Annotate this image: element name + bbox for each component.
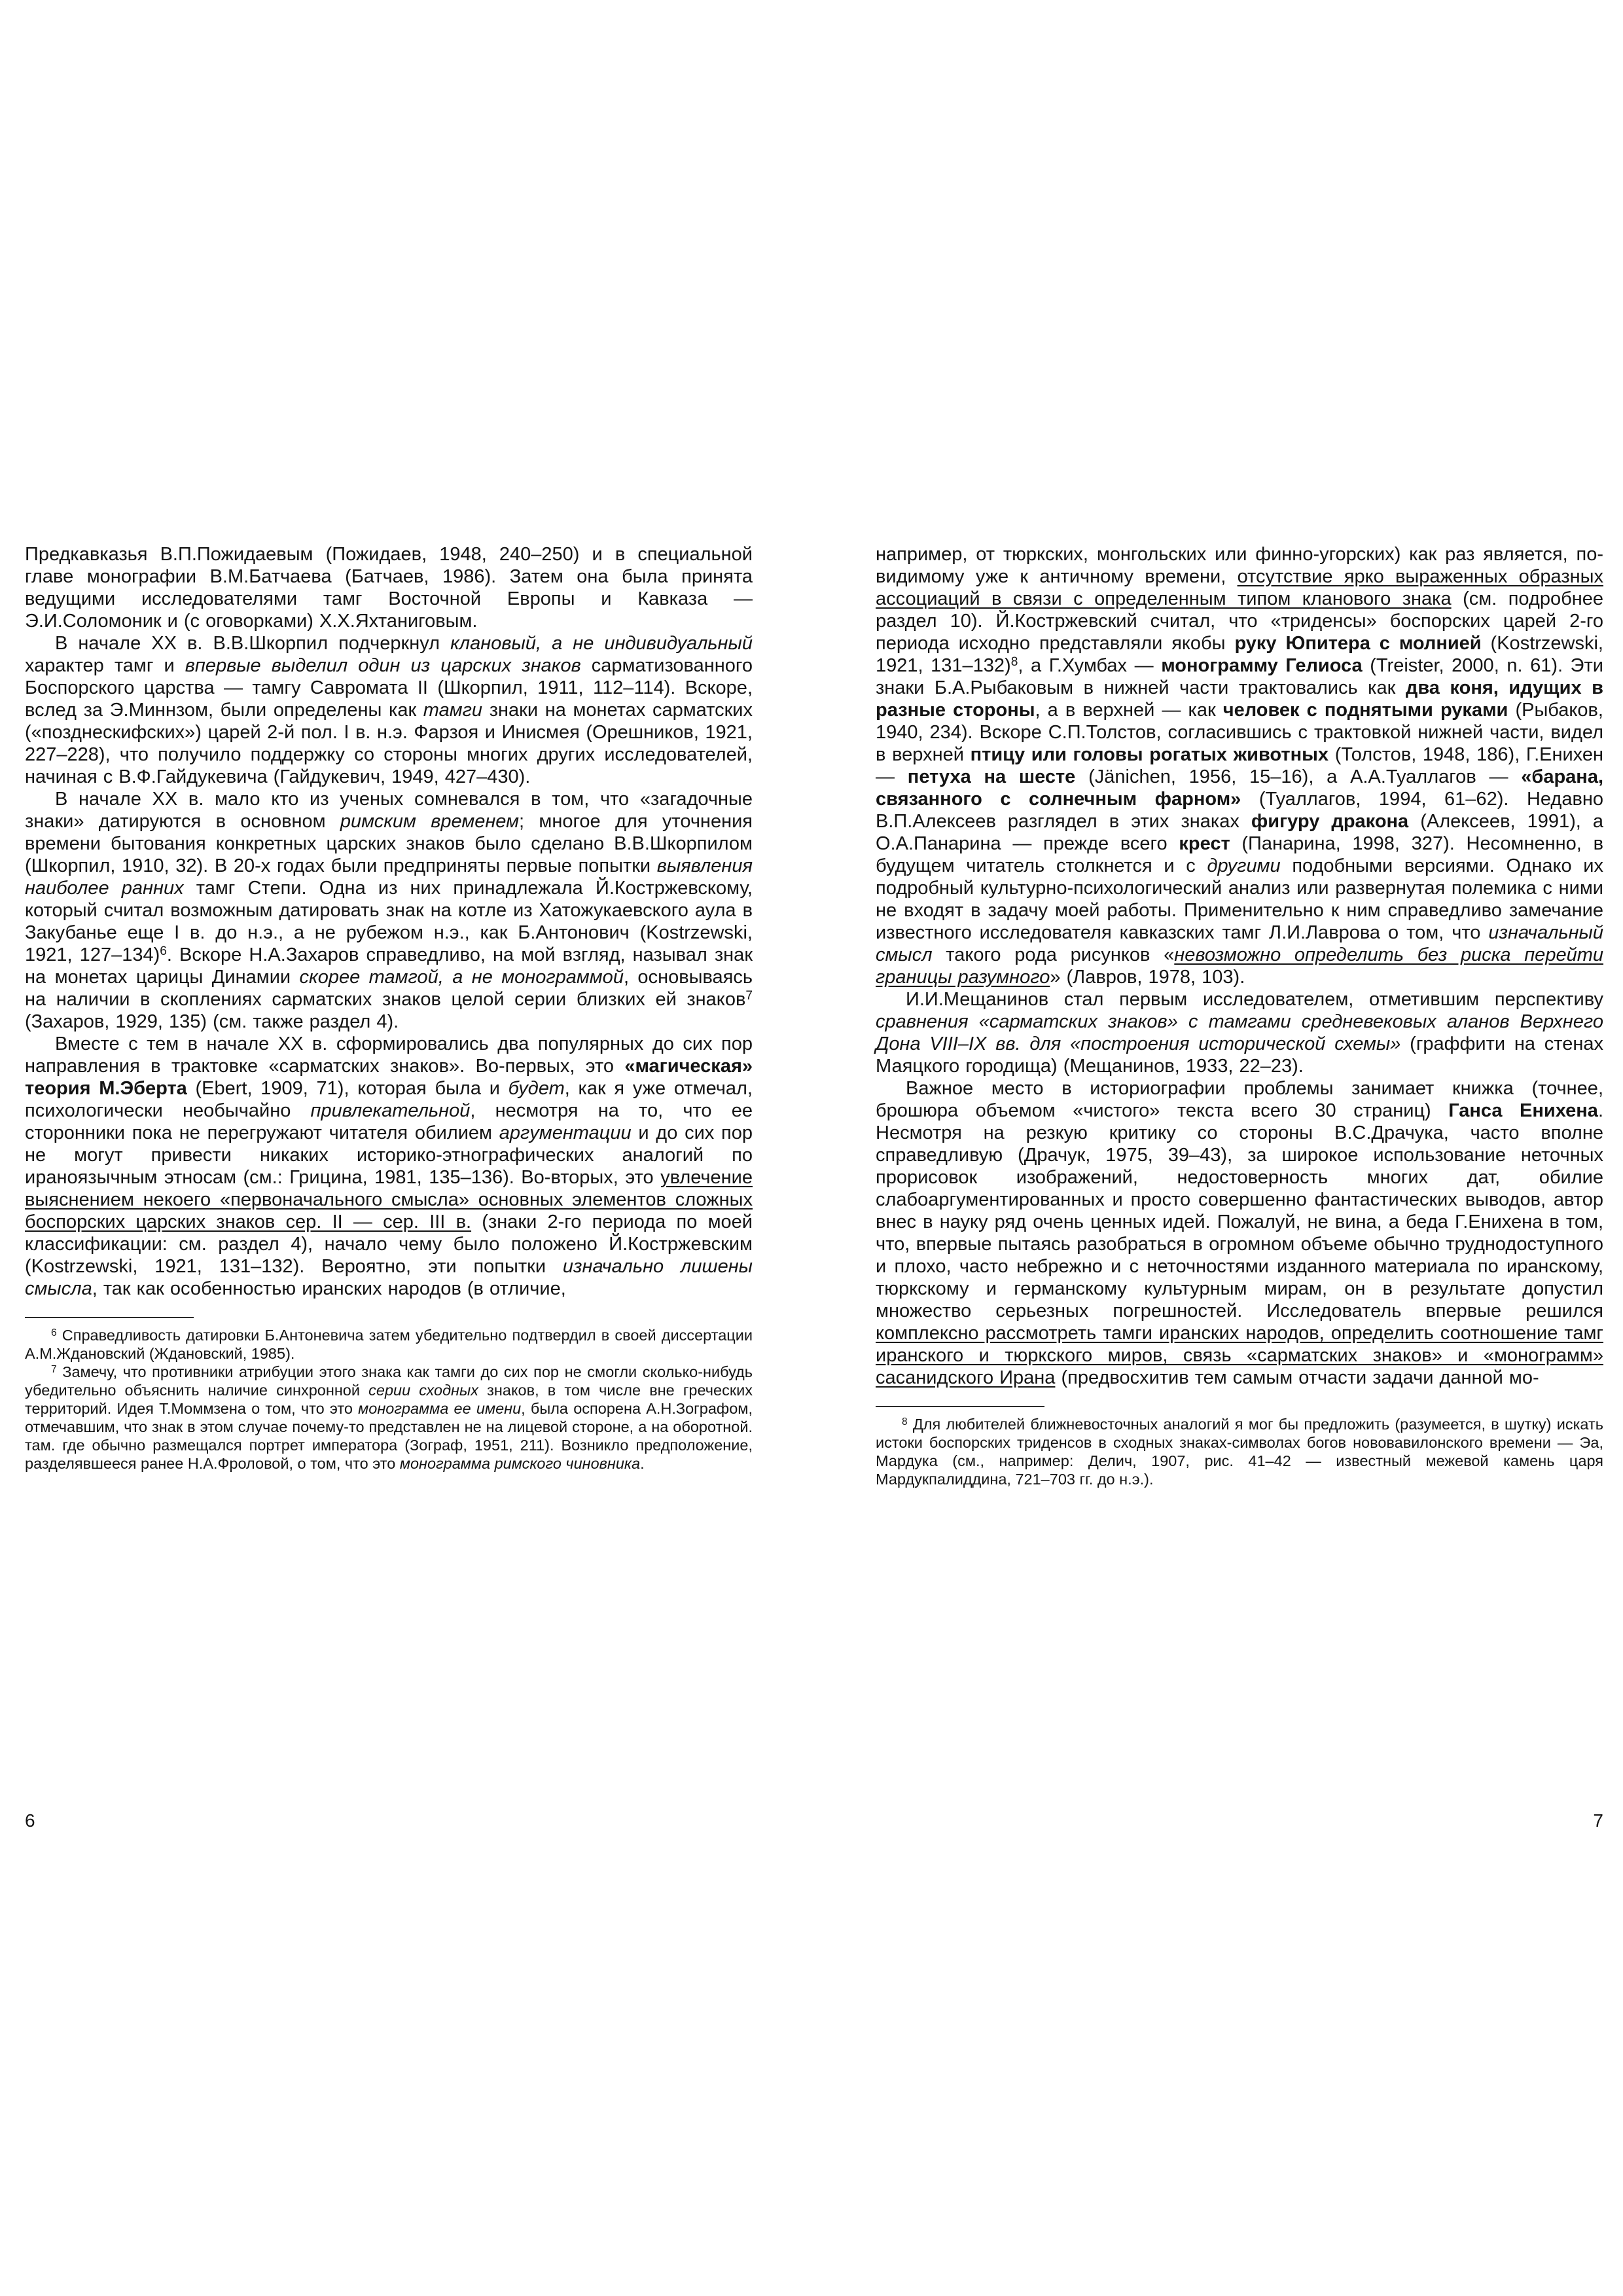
text-segment: тамг Степи. Одна из них принадлежала Й.Костржевскому, который считал возможным датировать знак на котле из Хатожукаевского аула в Закубанье еще I в. до н.э., а не рубежом н.э., как Б.Антонович (Kostrzewski, 1921, 127–134)	[25, 878, 753, 965]
page-number-left: 6	[25, 1810, 35, 1831]
text-segment: Предкавказья В.П.Пожидаевым (Пожидаев, 1948, 240–250) и в специальной главе монографии В.М.Батчаева (Батчаев, 1986). Затем она была принята ведущими исследователями тамг Восточной Европы и Кавказа — Э.И.Соломоник и (с оговорками) Х.Х.Яхтаниговым.	[25, 544, 753, 632]
text-segment: характер тамг и	[25, 655, 185, 676]
text-segment: клановый, а не индивидуальный	[450, 633, 753, 654]
text-segment: монограмму Гелиоса	[1161, 655, 1363, 676]
text-segment: . Вскоре Н.А.Захаров справедливо, на мой взгляд, называл знак на монетах царицы Динамии	[25, 944, 753, 988]
text-segment: отсутствие ярко выраженных образных ассоциаций в связи с определенным типом кланового знака	[876, 566, 1603, 609]
footnote-6	[25, 1326, 753, 1363]
text-segment: 7	[745, 989, 753, 1003]
text-segment: Важное место в историографии проблемы занимает книжка (точнее, брошюра объемом «чистого» текста всего 30 страниц)	[876, 1078, 1603, 1121]
paragraph	[876, 988, 1603, 1077]
text-segment: В начале XX в. В.В.Шкорпил подчеркнул	[55, 633, 451, 654]
text-segment: монограмма ее имени	[358, 1400, 522, 1417]
text-segment: крест	[1179, 833, 1230, 854]
text-segment: фигуру дракона	[1251, 811, 1409, 832]
text-segment: , а Г.Хумбах —	[1018, 655, 1162, 676]
text-segment: (см. подробнее раздел 10). Й.Костржевский считал, что «триденсы» боспорских царей 2-го периода исходно представляли якобы	[876, 588, 1603, 654]
text-segment: И.И.Мещанинов стал первым исследователем, отметившим перспективу	[906, 989, 1603, 1010]
text-segment: увлечение выяснением некоего «первоначального смысла» основных элементов сложных боспорских царских знаков сер. II — сер. III в.	[25, 1167, 753, 1232]
right-page-footnotes	[876, 1406, 1603, 1488]
left-page	[25, 543, 753, 1831]
text-segment: комплексно рассмотреть тамги иранских народов, определить соотношение тамг иранского и тюркского миров, связь «сарматских знаков» и «монограмм» сасанидского Ирана	[876, 1323, 1603, 1388]
text-segment: В начале XX в. мало кто из ученых сомневался в том, что «загадочные знаки» датируются в основном	[25, 789, 753, 832]
text-segment: (Ebert, 1909, 71), которая была и	[187, 1078, 508, 1099]
text-segment: (Толстов, 1948, 186), Г.Енихен —	[876, 744, 1604, 787]
text-segment: Ганса Енихена	[1448, 1100, 1598, 1121]
paragraph-continued	[876, 543, 1603, 988]
text-segment: и до сих пор не могут привести никаких историко-этнографических аналогий по ираноязычным этносам (см.: Грицина, 1981, 135–136). Во-вторых, это	[25, 1122, 753, 1188]
text-segment: невозможно определить без риска перейти границы разумного	[876, 944, 1603, 988]
text-segment: (знаки 2-го периода по моей классификации: см. раздел 4), начало чему было положено Й.Костржевским (Kostrzewski, 1921, 131–132). Вероятно, эти попытки	[25, 1211, 753, 1277]
text-segment: монограмма римского чиновника	[399, 1455, 641, 1472]
text-segment: человек с поднятыми руками	[1222, 700, 1508, 721]
text-segment: » (Лавров, 1978, 103).	[1050, 967, 1245, 988]
text-segment: Для любителей ближневосточных аналогий я мог бы предложить (разумеется, в шутку) искать истоки боспорских триденсов в сходных знаках-символах богов нововавилонского времени — Эа, Мардука (см., например: Делич, 1907, рис. 41–42 — известный межевой камень царя Мардукпалиддина, 721–703 гг. до н.э.).	[876, 1416, 1603, 1488]
text-segment: «барана, связанного с солнечным фарном»	[876, 766, 1604, 810]
text-segment: птицу или головы рогатых животных	[970, 744, 1329, 765]
text-segment: 6	[51, 1327, 57, 1339]
footnote-7	[25, 1363, 753, 1473]
text-segment: (граффити на стенах Маяцкого городища) (Мещанинов, 1933, 22–23).	[876, 1033, 1603, 1077]
text-segment: петуха на шесте	[907, 766, 1076, 787]
text-segment: (Jänichen, 1956, 15–16), а А.А.Туаллагов —	[1075, 766, 1522, 787]
text-segment: , а в верхней — как	[1035, 700, 1223, 721]
text-segment: 7	[51, 1364, 57, 1376]
text-segment: (Treister, 2000, n. 61). Эти знаки Б.А.Рыбаковым в нижней части трактовались как	[876, 655, 1603, 698]
text-segment: (Туаллагов, 1994, 61–62). Недавно В.П.Алексеев разглядел в этих знаках	[876, 789, 1603, 832]
text-segment: впервые выделил один из царских знаков	[185, 655, 581, 676]
text-segment: сравнения «сарматских знаков» с тамгами средневековых аланов Верхнего Дона VIII–IX вв. для «построения исторической схемы»	[876, 1011, 1603, 1054]
right-page-body	[876, 543, 1603, 1389]
text-segment: привлекательной	[310, 1100, 471, 1121]
text-segment: . Несмотря на резкую критику со стороны В.С.Драчука, часто вполне справедливую (Драчук, 1975, 39–43), за широкое использование неточных прорисовок изображений, недостоверность многих дат, обилие слабоаргументированных и просто совершенно фантастических выводов, автор внес в науку ряд очень ценных идей. Пожалуй, не вина, а беда Г.Енихена в том, что, впервые пытаясь разобраться в огромном объеме обычно труднодоступного и плохо, часто небрежно и с неточностями изданного материала по иранскому, тюркскому и германскому культурным мирам, он в результате допустил множество серьезных погрешностей. Исследователь впервые решился	[876, 1100, 1603, 1321]
text-segment: 8	[902, 1416, 908, 1428]
text-segment: сарматизованного Боспорского царства — тамгу Савромата II (Шкорпил, 1911, 112–114). Вскоре, вслед за Э.Миннзом, были определены как	[25, 655, 753, 721]
text-segment: выявления наиболее ранних	[25, 855, 753, 899]
text-segment: , основываясь на наличии в скоплениях сарматских знаков целой серии близких ей знаков	[25, 967, 753, 1010]
text-segment: (Kostrzewski, 1921, 131–132)	[876, 633, 1603, 676]
text-segment: знаков, в том числе вне греческих территорий. Идея Т.Моммзена о том, что это	[25, 1382, 753, 1417]
text-segment: .	[640, 1455, 645, 1472]
text-segment: Замечу, что противники атрибуции этого знака как тамги до сих пор не смогли сколько-нибудь убедительно объяснить наличие синхронной	[25, 1363, 753, 1399]
left-page-footnotes	[25, 1317, 753, 1473]
text-segment: подобными версиями. Однако их подробный культурно-психологический анализ или развернутая полемика с ними не входят в задачу моей работы. Применительно к ним справедливо замечание известного исследователя кавказских тамг Л.И.Лаврова о том, что	[876, 855, 1603, 943]
text-segment: два коня, идущих в разные стороны	[876, 677, 1603, 721]
text-segment: аргументации	[499, 1122, 632, 1143]
text-segment: серии сходных	[368, 1382, 479, 1399]
paragraph	[876, 1077, 1603, 1389]
footnote-8	[876, 1415, 1603, 1488]
text-segment: «магическая» теория М.Эберта	[25, 1056, 753, 1099]
text-segment: Вместе с тем в начале XX в. сформировались два популярных до сих пор направления в трактовке «сарматских знаков». Во-первых, это	[25, 1033, 753, 1077]
text-segment: римским временем	[340, 811, 519, 832]
text-segment: (Панарина, 1998, 327). Несомненно, в будущем читатель столкнется и с	[876, 833, 1603, 876]
footnote-divider	[25, 1317, 194, 1318]
left-page-body	[25, 543, 753, 1300]
text-segment: , так как особенностью иранских народов (в отличие,	[92, 1278, 566, 1299]
text-segment: (Захаров, 1929, 135) (см. также раздел 4).	[25, 1011, 399, 1032]
text-segment: 8	[1010, 655, 1018, 670]
text-segment: скорее тамгой, а не монограммой	[299, 967, 624, 988]
footnote-divider	[876, 1406, 1044, 1407]
text-segment: такого рода рисунков «	[932, 944, 1175, 965]
text-segment: , несмотря на то, что ее сторонники пока не перегружают читателя обилием	[25, 1100, 753, 1143]
text-segment: , была оспорена А.Н.Зографом, отмечавшим, что знак в этом случае почему-то представлен не на лицевой стороне, а на оборотной. там. где обычно размещался портрет императора (Зограф, 1951, 211). Возникло предположение, разделявшееся ранее Н.А.Фроловой, о том, что это	[25, 1400, 753, 1472]
text-segment: Справедливость датировки Б.Антоневича затем убедительно подтвердил в своей диссертации А.М.Ждановский (Ждановский, 1985).	[25, 1327, 753, 1362]
text-segment: (Алексеев, 1991), а О.А.Панарина — прежде всего	[876, 811, 1603, 854]
text-segment: (предвосхитив тем самым отчасти задачи данной мо-	[1055, 1367, 1539, 1388]
text-segment: тамги	[423, 700, 483, 721]
page-number-right: 7	[1593, 1810, 1603, 1831]
text-segment: изначальный смысл	[876, 922, 1603, 965]
text-segment: другими	[1207, 855, 1281, 876]
text-segment: будет	[508, 1078, 565, 1099]
text-segment: ; многое для уточнения времени бытования конкретных царских знаков было сделано В.В.Шкорпилом (Шкорпил, 1910, 32). В 20-х годах были предприняты первые попытки	[25, 811, 753, 876]
paragraph	[25, 632, 753, 788]
text-segment: изначально лишены смысла	[25, 1256, 753, 1299]
text-segment: руку Юпитера с молнией	[1234, 633, 1482, 654]
paragraph-continued	[25, 543, 753, 632]
right-page	[876, 543, 1603, 1831]
text-segment: например, от тюркских, монгольских или финно-угорских) как раз является, по-видимому уже к античному времени,	[876, 544, 1603, 587]
text-segment: знаки на монетах сарматских («позднескифских») царей 2-й пол. I в. н.э. Фарзоя и Инисмея (Орешников, 1921, 227–228), что получило поддержку со стороны многих других исследователей, начиная с В.Ф.Гайдукевича (Гайдукевич, 1949, 427–430).	[25, 700, 753, 787]
text-segment: , как я уже отмечал, психологически необычайно	[25, 1078, 753, 1121]
paragraph	[25, 788, 753, 1033]
text-segment: (Рыбаков, 1940, 234). Вскоре С.П.Толстов, согласившись с трактовкой нижней части, видел в верхней	[876, 700, 1603, 765]
text-segment: 6	[160, 944, 167, 959]
paragraph	[25, 1033, 753, 1300]
